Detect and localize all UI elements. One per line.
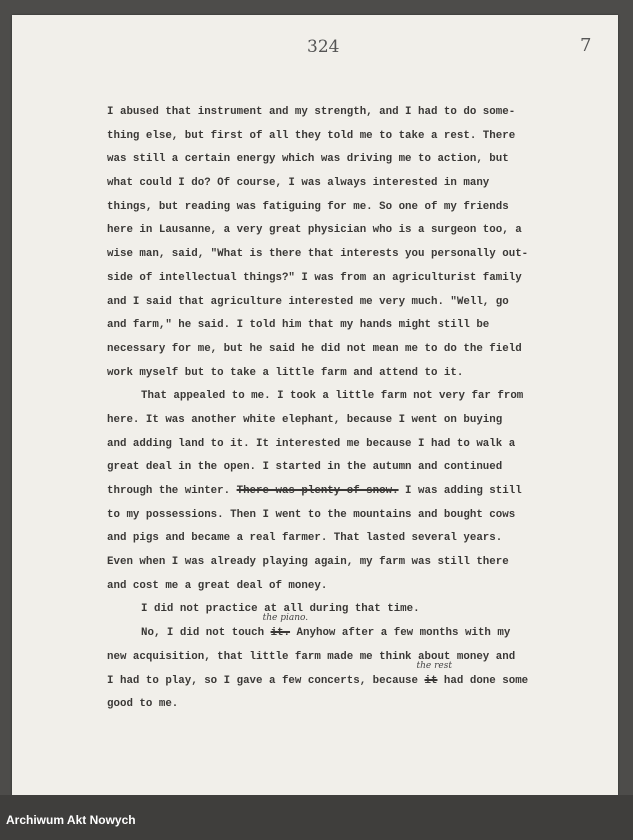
text-line-with-edit xyxy=(107,613,557,646)
folio-number: 7 xyxy=(580,35,592,56)
text-line: and pigs and became a real farmer. That lasted several years. xyxy=(107,532,503,545)
text-line: Even when I was already playing again, my farm was still there xyxy=(107,556,509,569)
text-line: things, but reading was fatiguing for me. So one of my friends xyxy=(107,200,509,213)
text-segment: I had to play, so I gave a few concerts, because xyxy=(107,674,425,687)
text-line: good to me. xyxy=(107,698,179,711)
text-line: necessary for me, but he said he did not mean me to do the field xyxy=(107,342,522,355)
text-line: and cost me a great deal of money. xyxy=(107,579,328,592)
text-line: and adding land to it. It interested me because I had to walk a xyxy=(107,437,516,450)
document-page xyxy=(12,15,618,795)
text-line: new acquisition, that little farm made me think about money and xyxy=(107,650,516,663)
text-line: here. It was another white elephant, because I went on buying xyxy=(107,413,503,426)
text-segment: No, I did not touch xyxy=(141,627,271,640)
edited-word xyxy=(262,613,309,646)
struck-text: it xyxy=(424,674,438,687)
page-number: 324 xyxy=(307,37,340,57)
text-segment: I was adding still xyxy=(398,485,522,497)
text-line: side of intellectual things?" I was from an agriculturist family xyxy=(107,271,522,284)
text-line: great deal in the open. I started in the autumn and continued xyxy=(107,461,503,474)
archive-name: Archiwum Akt Nowych xyxy=(6,813,136,827)
text-line: work myself but to take a little farm and attend to it. xyxy=(107,366,464,379)
text-line: That appealed to me. I took a little farm not very far from xyxy=(141,390,524,403)
struck-text: There was plenty of snow. xyxy=(236,485,399,497)
text-line: and I said that agriculture interested me very much. "Well, go xyxy=(107,295,509,308)
text-segment: Anyhow after a few months with my xyxy=(290,627,511,640)
text-line: was still a certain energy which was driving me to action, but xyxy=(107,153,509,166)
handwritten-annotation: the rest xyxy=(416,660,452,671)
text-line: thing else, but first of all they told me to take a rest. There xyxy=(107,129,516,142)
text-line-with-edit xyxy=(107,660,557,694)
archive-footer xyxy=(0,795,633,840)
text-segment: through the winter. xyxy=(107,485,237,497)
text-line: wise man, said, "What is there that interests you personally out- xyxy=(107,248,529,261)
struck-text: it. xyxy=(270,627,291,640)
text-segment: had done some xyxy=(437,674,529,687)
text-line: and farm," he said. I told him that my hands might still be xyxy=(107,319,490,332)
handwritten-annotation: the piano. xyxy=(262,613,309,624)
text-line: I abused that instrument and my strength, and I had to do some- xyxy=(107,106,516,118)
text-line: here in Lausanne, a very great physician who is a surgeon too, a xyxy=(107,224,522,237)
text-line: what could I do? Of course, I was always interested in many xyxy=(107,177,490,190)
text-line: to my possessions. Then I went to the mountains and bought cows xyxy=(107,508,516,521)
edited-word xyxy=(416,660,452,694)
typed-text xyxy=(107,101,557,717)
text-line-with-strikethrough xyxy=(107,480,557,504)
text-line: I did not practice at all during that time. xyxy=(141,603,420,616)
